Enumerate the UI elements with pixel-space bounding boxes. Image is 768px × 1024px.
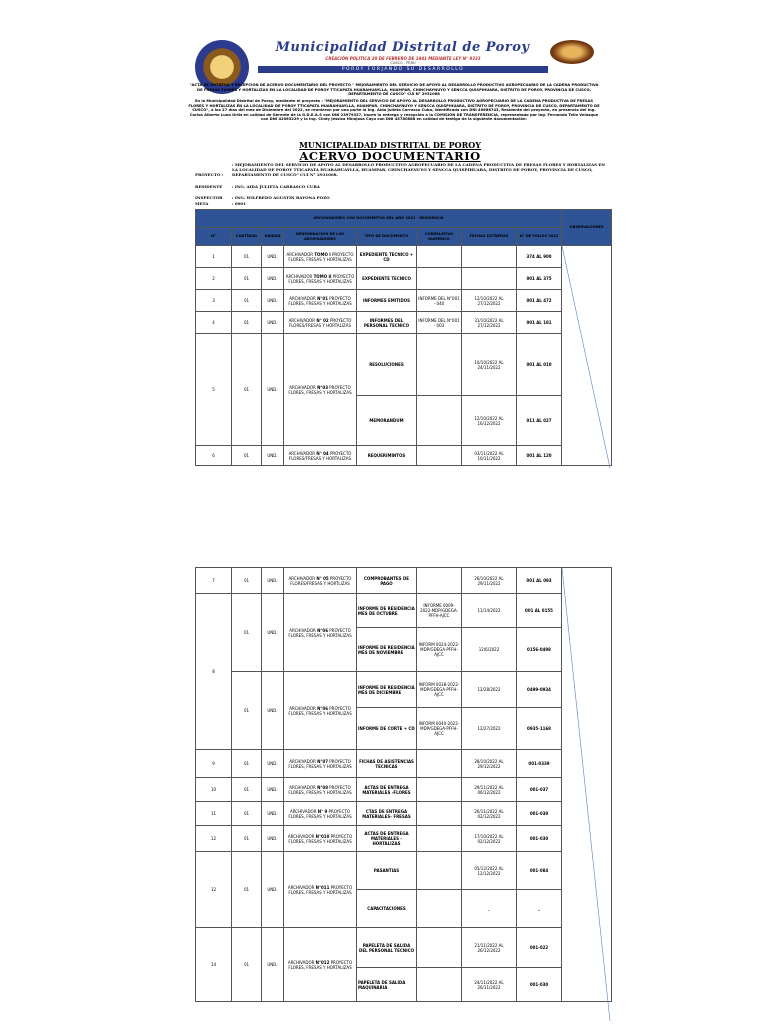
cell-unit: UND. <box>262 852 284 928</box>
municipality-location: CUSCO - PERÚ <box>390 61 416 65</box>
table-row <box>196 672 612 708</box>
cell-doc-type: INFORMES DEL PERSONAL TECNICO <box>357 312 417 334</box>
cell-folios: 001 AL 093 <box>517 568 562 594</box>
table-row <box>196 312 612 334</box>
cell-number: 7 <box>196 568 232 594</box>
col-dates: FECHAS EXTREMAS <box>462 228 517 246</box>
meta-value: : 0001 <box>232 201 247 206</box>
documents-table-part-2 <box>195 567 612 1002</box>
municipality-title: Municipalidad Distrital de Poroy <box>275 40 530 55</box>
cell-number: 3 <box>196 290 232 312</box>
cell-binder: ARCHIVADOR N°011 PROYECTO FLORES, FRESAS Y HORTALIZAS <box>284 852 357 928</box>
cell-correlative <box>417 928 462 968</box>
documents-table-part-1 <box>195 209 612 466</box>
municipal-emblem-logo <box>550 40 594 64</box>
cell-doc-type: PAPELETA DE SALIDA MAQUINARIA <box>357 968 417 1002</box>
cell-correlative <box>417 968 462 1002</box>
document-title: ACERVO DOCUMENTARIO <box>299 149 481 163</box>
cell-dates <box>462 268 517 290</box>
cell-binder: ARCHIVADOR N°06 PROYECTO FLORES, FRESAS Y HORTALIZAS <box>284 594 357 672</box>
cell-doc-type: CTAS DE ENTREGA MATERIALES- FRESAS <box>357 802 417 826</box>
cell-doc-type: REQUERIMINTOS <box>357 446 417 466</box>
cell-quantity: 01 <box>232 268 262 290</box>
cell-correlative <box>417 396 462 446</box>
cell-number: 14 <box>196 928 232 1002</box>
cell-unit: UND. <box>262 928 284 1002</box>
cell-quantity: 01 <box>232 672 262 750</box>
cell-doc-type: INFORME DE CORTE + CD <box>357 708 417 750</box>
cell-folios: 0156-0498 <box>517 628 562 672</box>
table-row <box>196 852 612 890</box>
cell-binder: ARCHIVADOR N° 02 PROYECTO FLORES/FRESAS Y HORTALIZAS <box>284 312 357 334</box>
cell-folios: 001 AL 010 <box>517 334 562 396</box>
cell-folios: 0499-0934 <box>517 672 562 708</box>
cell-doc-type: CAPACITACIONES <box>357 890 417 928</box>
cell-unit: UND. <box>262 290 284 312</box>
cell-quantity: 01 <box>232 778 262 802</box>
cell-number: 11 <box>196 802 232 826</box>
table-row <box>196 290 612 312</box>
cell-folios: 0935-1168 <box>517 708 562 750</box>
cell-dates: 12/6/2022 <box>462 628 517 672</box>
cell-doc-type: FICHAS DE ASISTENCIAS TECNICAS <box>357 750 417 778</box>
cell-folios: 374 AL 900 <box>517 246 562 268</box>
cell-binder: ARCHIVADOR N° 9 PROYECTO FLORES, FRESAS Y HORTALIZAS <box>284 802 357 826</box>
cell-unit: UND. <box>262 594 284 672</box>
resident-value: : ING. AIDA JULIETA CARRASCO CUBA <box>232 184 320 189</box>
cell-dates: 12/27/2022 <box>462 708 517 750</box>
cell-quantity: 01 <box>232 826 262 852</box>
cell-binder: ARCHIVADOR N° 04 PROYECTO FLORES/FRESAS Y HORTALIZAS <box>284 446 357 466</box>
cell-quantity: 01 <box>232 334 262 446</box>
cell-doc-type: RESOLUCIONES <box>357 334 417 396</box>
cell-dates: 17/10/2022 AL 02/12/2022 <box>462 826 517 852</box>
cell-doc-type: INFORME DE RESIDENCIA MES DE DICIEMBRE <box>357 672 417 708</box>
intro-paragraph-1: "ACTA DE ENTREGA Y RECEPCION DE ACERVO DOCUMENTARIO DEL PROYECTO " MEJORAMIENTO DEL SERVICIO DE APOYO AL DESARROLLO PRODUCTIVO AGROPECUARIO DE LA CADENA PRODUCTIVA DE FRESAS FLORES Y HORTALIZAS EN LA LOCALIDAD DE POROY TTICAPATA HUARAHUAYLLA, HUAMPAR, CHINCHAYNUYO Y SENCCA QUISPIHUARA, DISTRITO DE POROY, PROVINCIA DE CUSCO, DEPARTAMENTO DE CUSCO" CUI N° 2931068 <box>189 83 599 97</box>
table-row <box>196 750 612 778</box>
cell-dates: 12/10/2022 AL 16/12/2022 <box>462 396 517 446</box>
cell-observations <box>562 246 612 466</box>
table-row <box>196 446 612 466</box>
cell-quantity: 01 <box>232 852 262 928</box>
cell-folios: 001-030 <box>517 826 562 852</box>
cell-dates: 11/14/2022 <box>462 594 517 628</box>
cell-folios: 001 AL 472 <box>517 290 562 312</box>
cell-unit: UND. <box>262 446 284 466</box>
cell-correlative <box>417 334 462 396</box>
cell-unit: UND. <box>262 312 284 334</box>
cell-number: 12 <box>196 826 232 852</box>
cell-dates: 29/11/2022 AL 06/12/2022 <box>462 778 517 802</box>
cell-unit: UND. <box>262 826 284 852</box>
cell-doc-type: EXPEDIENTE TECNICO + CD <box>357 246 417 268</box>
cell-dates: 03/11/2022 AL 10/11/2022 <box>462 446 517 466</box>
cell-quantity: 01 <box>232 594 262 672</box>
cell-correlative <box>417 890 462 928</box>
cell-number: 6 <box>196 446 232 466</box>
cell-folios: 001 AL 120 <box>517 446 562 466</box>
cell-doc-type: COMPROBANTES DE PAGO <box>357 568 417 594</box>
table-row <box>196 334 612 396</box>
cell-correlative: INFORM 0038-2022-MDP/GDEGA-PFFH-AJCC <box>417 672 462 708</box>
cell-quantity: 01 <box>232 928 262 1002</box>
cell-doc-type: ACTAS DE ENTREGA MATERIALES -FLORES <box>357 778 417 802</box>
municipality-slogan: POROY FORJANDO SU DESARROLLO <box>258 66 548 73</box>
cell-observations <box>562 568 612 1002</box>
cell-quantity: 01 <box>232 312 262 334</box>
cell-unit: UND. <box>262 568 284 594</box>
cell-correlative <box>417 778 462 802</box>
project-label: PROYECTO : <box>195 172 224 177</box>
cell-correlative <box>417 268 462 290</box>
table-row <box>196 246 612 268</box>
cell-correlative: INFORM 0040-2022-MDP/GDEGA-PFFH-AJCC <box>417 708 462 750</box>
inspector-value: : ING. WILFREDO AGUSTIN RAYONA POZO <box>232 195 330 200</box>
cell-binder: ARCHIVADOR N°06 PROYECTO FLORES, FRESAS Y HORTALIZAS <box>284 672 357 750</box>
cell-correlative <box>417 802 462 826</box>
cell-number: 4 <box>196 312 232 334</box>
col-binder-name: DENOMINACION DE LOS ARCHIVADORES <box>284 228 357 246</box>
cell-folios: 011 AL 027 <box>517 396 562 446</box>
col-quantity: CANTIDAD <box>232 228 262 246</box>
cell-number: 1 <box>196 246 232 268</box>
cell-binder: ARCHIVADOR N°03 PROYECTO FLORES, FRESAS Y HORTALIZAS <box>284 334 357 446</box>
cell-unit: UND. <box>262 246 284 268</box>
cell-correlative: INFORME 0009-2022-MDP/GDEGA-PFFH-AJCC <box>417 594 462 628</box>
cell-doc-type: EXPEDIENTE TECNICO <box>357 268 417 290</box>
meta-label: META <box>195 201 209 206</box>
cell-correlative <box>417 246 462 268</box>
table-row <box>196 826 612 852</box>
intro-paragraph-2: En la Municipalidad Distrital de Poroy, mediante el proyecto : "MEJORAMIENTO DEL SERVICIO DE APOYO AL DESARROLLO PRODUCTIVO AGROPECUARIO DE LA CADENA PRODUCTIVA DE FRESAS FLORES Y HORTALIZAS EN LA LOCALIDAD DE POROY TTICAPATA HUARAHUAYLLA, HUAMPAR, CHINCHAYNUYO Y SENCCA QUISPIHUARA, DISTRITO DE POROY, PROVINCIA DE CUSCO, DEPARTAMENTO DE CUSCO", a los 27 días del mes de Diciembre del 2022, se reunieron por una parte la Ing. Aida Julieta Carrasco Cuba, identificada con DNI 40686743, Residente del proyecto, en presencia del Ing. Carlos Alberto Luna Ortiz en calidad de Gerente de la G.D.E.A.S con DNI 23979327, hacen la entrega y recepción a la COMISION DE TRANSFERENCIA, representado por Ing. Fernando Tello Velasque con DNI 42063229 y la Ing. Cindy Jessica Hinojosa Cayo con DNI 45780888 en calidad de testigo de la siguiente documentación: <box>188 99 600 122</box>
cell-unit: UND. <box>262 672 284 750</box>
cell-number: 8 <box>196 594 232 750</box>
resident-label: RESIDENTE <box>195 184 223 189</box>
cell-binder: ARCHIVADOR N°01 PROYECTO FLORES, FRESAS Y HORTALIZAS <box>284 290 357 312</box>
cell-unit: UND. <box>262 268 284 290</box>
cell-unit: UND. <box>262 750 284 778</box>
cell-doc-type: INFORMES EMITIDOS <box>357 290 417 312</box>
inspector-label: INSPECTOR <box>195 195 223 200</box>
table-row <box>196 268 612 290</box>
col-folios: N° DE FOLIOS 2022 <box>517 228 562 246</box>
cell-folios: 001 AL 181 <box>517 312 562 334</box>
cell-number: 5 <box>196 334 232 446</box>
cell-dates: 12/28/2022 <box>462 672 517 708</box>
cell-dates: 24/11/2022 AL 26/11/2022 <box>462 968 517 1002</box>
cell-folios: _ <box>517 890 562 928</box>
cell-binder: ARCHIVADOR TOMO II PROYECTO FLORES, FRESAS Y HORTALIZAS <box>284 268 357 290</box>
municipality-subtitle: CREACIÓN POLITICA 20 DE FEBRERO DE 1941 MEDIANTE LEY N° 9333 <box>325 56 481 61</box>
cell-correlative: INFORME DEL N°001 - 040 <box>417 290 462 312</box>
cell-binder: ARCHIVADOR N°012 PROYECTO FLORES, FRESAS Y HORTALIZAS <box>284 928 357 1002</box>
table-row <box>196 928 612 968</box>
cell-folios: 001-030 <box>517 968 562 1002</box>
table-row <box>196 594 612 628</box>
cell-binder: ARCHIVADOR N° 05 PROYECTO FLORES/FRESAS Y HORTLIZAS <box>284 568 357 594</box>
cell-folios: 001-0339 <box>517 750 562 778</box>
cell-correlative <box>417 826 462 852</box>
cell-dates: 28/10/2022 AL 29/12/2022 <box>462 750 517 778</box>
cell-doc-type: PAPELETA DE SALIDA DEL PERSONAL TECNICO <box>357 928 417 968</box>
cell-quantity: 01 <box>232 246 262 268</box>
cell-dates: 05/12/2022 AL 12/12/2022 <box>462 852 517 890</box>
col-document-type: TIPO DE DOCUMENTO <box>357 228 417 246</box>
cell-correlative <box>417 446 462 466</box>
cell-quantity: 01 <box>232 290 262 312</box>
cell-unit: UND. <box>262 334 284 446</box>
cell-folios: 001 AL 0155 <box>517 594 562 628</box>
cell-binder: ARCHIVADOR TOMO I PROYECTO FLORES, FRESAS Y HORTALIZAS <box>284 246 357 268</box>
table-row <box>196 568 612 594</box>
cell-unit: UND. <box>262 802 284 826</box>
cell-quantity: 01 <box>232 750 262 778</box>
cell-folios: 001 AL 375 <box>517 268 562 290</box>
table-row <box>196 802 612 826</box>
cell-folios: 001-084 <box>517 852 562 890</box>
cell-binder: ARCHIVADOR N°010 PROYECTO FLORES, FRESAS Y HORTALIZAS <box>284 826 357 852</box>
cell-dates: 10/10/2022 AL 24/11/2022 <box>462 334 517 396</box>
cell-correlative <box>417 568 462 594</box>
table-row <box>196 778 612 802</box>
cell-correlative <box>417 852 462 890</box>
cell-doc-type: MEMORANDUM <box>357 396 417 446</box>
cell-doc-type: ACTAS DE ENTREGA MATERIALES - HORTALIZAS <box>357 826 417 852</box>
cell-correlative <box>417 750 462 778</box>
cell-dates: 21/11/2022 AL 26/12/2022 <box>462 928 517 968</box>
cell-quantity: 01 <box>232 568 262 594</box>
cell-unit: UND. <box>262 778 284 802</box>
col-number: N° <box>196 228 232 246</box>
cell-binder: ARCHIVADOR N°08 PROYECTO FLORES, FRESAS Y HORTALIZAS <box>284 778 357 802</box>
cell-doc-type: PASANTIAS <box>357 852 417 890</box>
cell-doc-type: INFORME DE RESIDENCIA MES DE OCTUBRE <box>357 594 417 628</box>
observations-header: OBSERVACIONES <box>562 210 612 246</box>
cell-folios: 001-039 <box>517 802 562 826</box>
cell-correlative: INFORME DEL N°001 - 003 <box>417 312 462 334</box>
cell-binder: ARCHIVADOR N°07 PROYECTO FLORES, FRESAS Y HORTALIZAS <box>284 750 357 778</box>
cell-quantity: 01 <box>232 802 262 826</box>
cell-number: 10 <box>196 778 232 802</box>
cell-number: 12 <box>196 852 232 928</box>
cell-dates: _ <box>462 890 517 928</box>
cell-dates: 12/10/2022 AL 27/12/2022 <box>462 290 517 312</box>
cell-dates: 26/11/2022 AL 02/12/2022 <box>462 802 517 826</box>
project-value: : MEJORAMIENTO DEL SERVICIO DE APOYO AL DESARROLLO PRODUCTIVO AGROPECUARIO DE LA CADENA PRODUCTIVA DE FRESAS FLORES Y HORTALIZAS EN LA LOCALIDAD DE POROY TTICAPATA HUARAHUAYLLA, HUAMPAR, CHINCHAYNUYO Y SENCCA QUISPIHUARA, DISTRITO DE POROY, PROVINCIA DE CUSCO, DEPARTAMENTO DE CUSCO" CUI N° 2931068. <box>232 162 606 178</box>
col-correlative: CORRELATIVO NUMERICO <box>417 228 462 246</box>
cell-number: 9 <box>196 750 232 778</box>
municipality-heading: MUNICIPALIDAD DISTRITAL DE POROY <box>299 140 481 150</box>
cell-dates <box>462 246 517 268</box>
cell-folios: 001-022 <box>517 928 562 968</box>
cell-folios: 001-037 <box>517 778 562 802</box>
cell-correlative: INFORM 0024-2022-MDP/GDEGA-PFFH-AJCC <box>417 628 462 672</box>
group-header: ARCHIVADORES CON DOCUMENTOS DEL AÑO 2022 - RESIDENCIA <box>196 210 562 228</box>
cell-number: 2 <box>196 268 232 290</box>
cell-dates: 26/10/2022 AL 29/11/2022 <box>462 568 517 594</box>
cell-doc-type: INFORME DE RESIDENCIA MES DE NOVIEMBRE <box>357 628 417 672</box>
col-unit: UNIDAD <box>262 228 284 246</box>
cell-dates: 31/10/2022 AL 27/12/2022 <box>462 312 517 334</box>
cell-quantity: 01 <box>232 446 262 466</box>
